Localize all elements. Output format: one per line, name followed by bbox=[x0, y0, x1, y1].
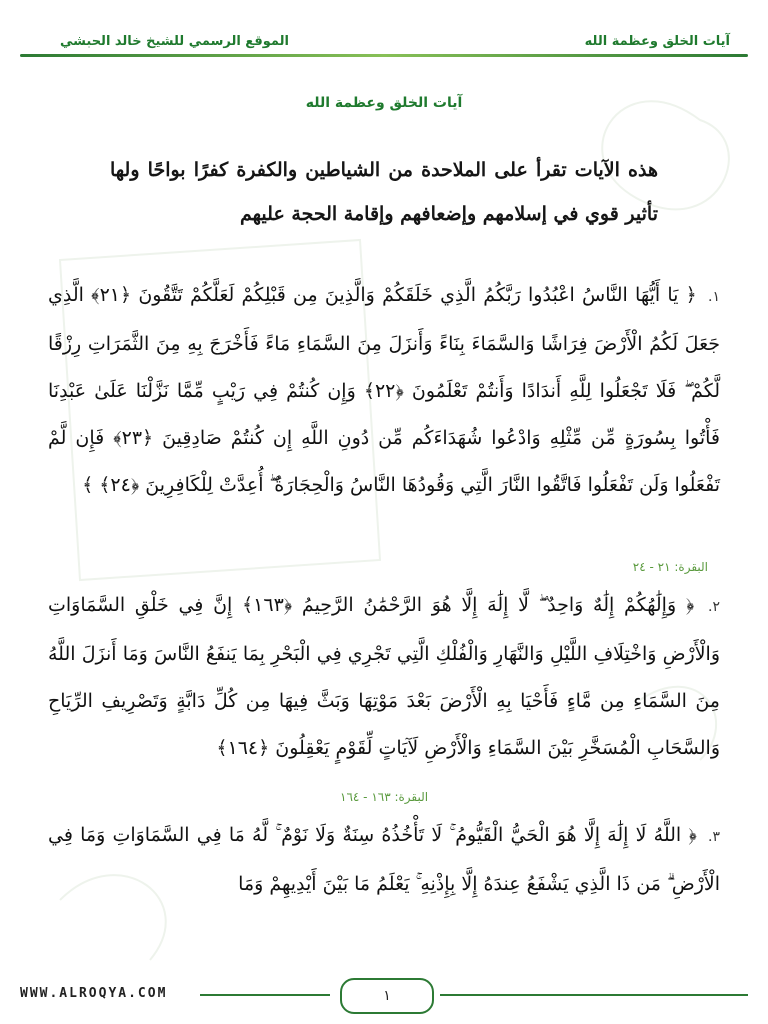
page-number-text: ١ bbox=[383, 988, 391, 1004]
intro-paragraph: هذه الآيات تقرأ على الملاحدة من الشياطين والكفرة كفرًا بواحًا ولها تأثير قوي في إسلامهم وإضعافهم وإقامة الحجة عليهم bbox=[110, 159, 658, 225]
verse-group-1 bbox=[48, 272, 720, 509]
page-number bbox=[340, 978, 434, 1014]
verse-number: ٢. bbox=[708, 599, 720, 615]
verse-text: ﴿ يَا أَيُّهَا النَّاسُ اعْبُدُوا رَبَّكُمُ الَّذِي خَلَقَكُمْ وَالَّذِينَ مِن قَبْلِكُمْ لَعَلَّكُمْ تَتَّقُونَ ﴿٢١﴾ الَّذِي جَعَلَ لَكُمُ الْأَرْضَ فِرَاشًا وَالسَّمَاءَ بِنَاءً وَأَنزَلَ مِنَ السَّمَاءِ مَاءً فَأَخْرَجَ بِهِ مِنَ الثَّمَرَاتِ رِزْقًا لَّكُمْ ۖ فَلَا تَجْعَلُوا لِلَّهِ أَندَادًا وَأَنتُمْ تَعْلَمُونَ ﴿٢٢﴾ وَإِن كُنتُمْ فِي رَيْبٍ مِّمَّا نَزَّلْنَا عَلَىٰ عَبْدِنَا فَأْتُوا بِسُورَةٍ مِّن مِّثْلِهِ وَادْعُوا شُهَدَاءَكُم مِّن دُونِ اللَّهِ إِن كُنتُمْ صَادِقِينَ ﴿٢٣﴾ فَإِن لَّمْ تَفْعَلُوا وَلَن تَفْعَلُوا فَاتَّقُوا النَّارَ الَّتِي وَقُودُهَا النَّاسُ وَالْحِجَارَةُ ۖ أُعِدَّتْ لِلْكَافِرِينَ ﴿٢٤﴾ ﴾ bbox=[48, 284, 720, 496]
verse-text: ﴿ اللَّهُ لَا إِلَٰهَ إِلَّا هُوَ الْحَيُّ الْقَيُّومُ ۚ لَا تَأْخُذُهُ سِنَةٌ وَلَا نَوْمٌ ۚ لَّهُ مَا فِي السَّمَاوَاتِ وَمَا فِي الْأَرْضِ ۗ مَن ذَا الَّذِي يَشْفَعُ عِندَهُ إِلَّا بِإِذْنِهِ ۚ يَعْلَمُ مَا بَيْنَ أَيْدِيهِمْ وَمَا bbox=[48, 824, 720, 895]
footer-divider-right bbox=[440, 994, 748, 996]
verse-group-2 bbox=[48, 582, 720, 772]
footer-website-url[interactable]: WWW.ALROQYA.COM bbox=[20, 986, 168, 1001]
header-divider bbox=[20, 54, 748, 57]
header-site-title: الموقع الرسمي للشيخ خالد الحبشي bbox=[60, 34, 289, 49]
verse-group-3 bbox=[48, 812, 720, 942]
verse-reference: البقرة: ١٦٣ - ١٦٤ bbox=[340, 790, 429, 804]
verse-reference: البقرة: ٢١ - ٢٤ bbox=[632, 560, 708, 574]
verse-text: ﴿ وَإِلَٰهُكُمْ إِلَٰهٌ وَاحِدٌ ۖ لَّا إِلَٰهَ إِلَّا هُوَ الرَّحْمَٰنُ الرَّحِيمُ ﴿١٦٣﴾ إِنَّ فِي خَلْقِ السَّمَاوَاتِ وَالْأَرْضِ وَاخْتِلَافِ اللَّيْلِ وَالنَّهَارِ وَالْفُلْكِ الَّتِي تَجْرِي فِي الْبَحْرِ بِمَا يَنفَعُ النَّاسَ وَمَا أَنزَلَ اللَّهُ مِنَ السَّمَاءِ مِن مَّاءٍ فَأَحْيَا بِهِ الْأَرْضَ بَعْدَ مَوْتِهَا وَبَثَّ فِيهَا مِن كُلِّ دَابَّةٍ وَتَصْرِيفِ الرِّيَاحِ وَالسَّحَابِ الْمُسَخَّرِ بَيْنَ السَّمَاءِ وَالْأَرْضِ لَآيَاتٍ لِّقَوْمٍ يَعْقِلُونَ ﴿١٦٤﴾ bbox=[48, 594, 720, 759]
verse-number: ٣. bbox=[708, 829, 720, 845]
header-document-title: آيات الخلق وعظمة الله bbox=[584, 34, 730, 49]
page-title: آيات الخلق وعظمة الله bbox=[305, 95, 463, 111]
footer-divider-left bbox=[200, 994, 330, 996]
verse-number: ١. bbox=[708, 289, 721, 305]
page-header bbox=[0, 0, 768, 62]
